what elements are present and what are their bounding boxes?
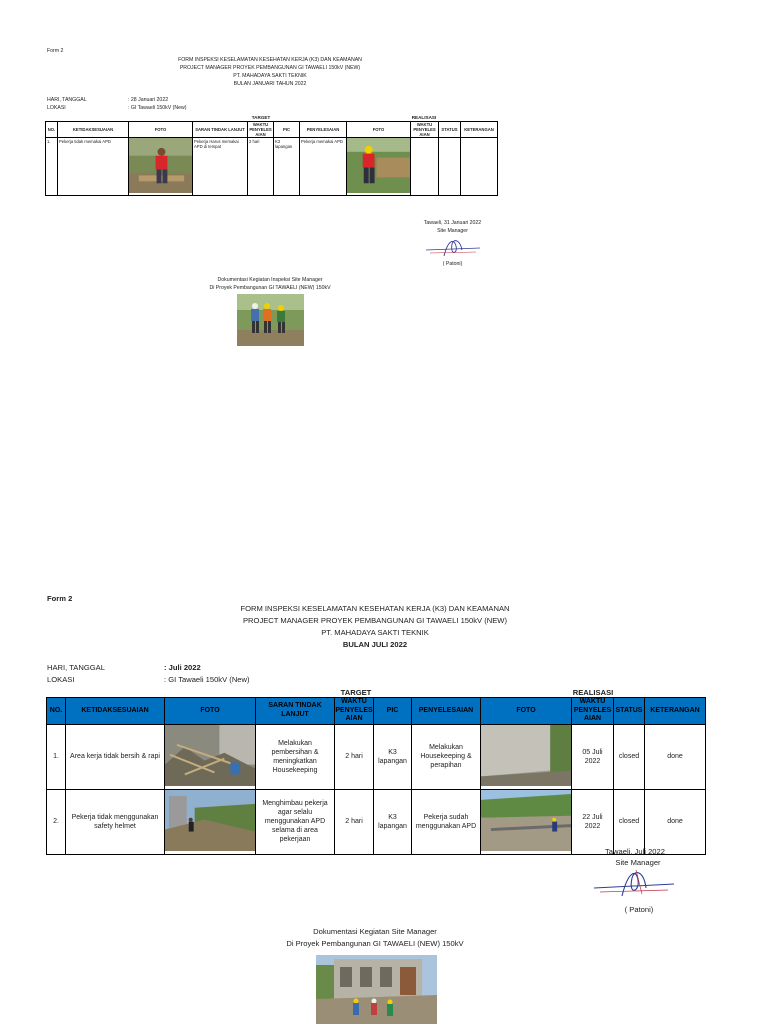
col-keterangan: KETERANGAN (645, 698, 706, 725)
photo-after (481, 724, 572, 789)
hari-value: : 28 Januari 2022 (128, 97, 169, 103)
table-row (46, 138, 498, 196)
title-line-1: FORM INSPEKSI KESELAMATAN KESEHATAN KERJA (K3) DAN KEAMANAN (240, 604, 510, 613)
clean-wall-photo-image (481, 725, 571, 786)
cell-saran: Pekerja Harus memakai APD di tempat (193, 138, 248, 196)
workers-apd-photo-image (481, 790, 571, 851)
form-label: Form 2 (47, 594, 73, 603)
col-keterangan: KETERANGAN (461, 122, 498, 138)
col-foto: FOTO (165, 698, 256, 725)
title-line-3: PT. MAHADAYA SAKTI TEKNIK (321, 628, 429, 637)
cell-keterangan: done (645, 724, 706, 789)
cell-waktu: 2 hari (335, 789, 374, 854)
cell-realisasi (411, 138, 439, 196)
col-waktu: WAKTU PENYELES AIAN (249, 122, 272, 137)
table-row (47, 789, 706, 854)
documentation-photo-2 (316, 955, 437, 1024)
col-waktu-realisasi: WAKTU PENYELES AIAN (572, 698, 614, 725)
col-no: NO. (46, 122, 58, 138)
sign-name: ( Patoni) (442, 261, 463, 267)
sign-name: ( Patoni) (624, 905, 654, 914)
col-ketidaksesuaian: KETIDAKSESUAIAN (66, 698, 165, 725)
target-label: TARGET (340, 688, 372, 697)
cell-no: 1. (46, 138, 58, 196)
photo-before (129, 138, 193, 196)
documentation-photo-1 (237, 294, 304, 346)
cell-pic: K3 lapangan (274, 138, 300, 196)
col-no: NO. (47, 698, 66, 725)
col-ketidaksesuaian: KETIDAKSESUAIAN (58, 122, 129, 138)
hari-label: HARI, TANGGAL (47, 97, 87, 103)
lokasi-label: LOKASI (47, 105, 66, 111)
col-foto-after: FOTO (347, 122, 411, 138)
cell-saran: Menghimbau pekerja agar selalu menggunakan APD selama di area pekerjaan (256, 789, 335, 854)
lokasi-label: LOKASI (47, 675, 75, 684)
cell-status: closed (614, 724, 645, 789)
lokasi-value: : GI Tawaeli 150kV (New) (128, 105, 187, 111)
lokasi-value: : GI Tawaeli 150kV (New) (164, 675, 250, 684)
excavation-photo-image (165, 790, 255, 851)
worker-apd-photo-image (347, 138, 410, 193)
signature-image (592, 866, 676, 902)
hari-label: HARI, TANGGAL (47, 663, 105, 672)
cell-realisasi: 22 Juli 2022 (572, 789, 614, 854)
title-line-2: PROJECT MANAGER PROYEK PEMBANGUNAN GI TAWAELI 150kV (NEW) (242, 616, 507, 625)
cell-saran: Melakukan pembersihan & meningkatkan Housekeeping (256, 724, 335, 789)
hari-value: : Juli 2022 (164, 663, 201, 672)
title-line-4: BULAN JANUARI TAHUN 2022 (233, 81, 307, 87)
col-foto-after: FOTO (481, 698, 572, 725)
cell-no: 1. (47, 724, 66, 789)
cell-pic: K3 lapangan (374, 724, 412, 789)
cell-issue: Area kerja tidak bersih & rapi (66, 724, 165, 789)
col-pic: PIC (274, 122, 300, 138)
photo-after (347, 138, 411, 196)
target-label: TARGET (251, 115, 271, 120)
cell-realisasi: 05 Juli 2022 (572, 724, 614, 789)
realisasi-label: REALISASI (411, 115, 437, 120)
cell-status (439, 138, 461, 196)
col-saran: SARAN TINDAK LANJUT (256, 698, 335, 725)
photo-after (481, 789, 572, 854)
col-saran: SARAN TINDAK LANJUT (193, 122, 248, 138)
sign-role: Site Manager (437, 228, 468, 234)
cell-penyelesaian: Pekerja memakai APD (300, 138, 347, 196)
title-line-4: BULAN JULI 2022 (342, 640, 408, 649)
cell-penyelesaian: Pekerja sudah menggunakan APD (412, 789, 481, 854)
cell-keterangan (461, 138, 498, 196)
col-pic: PIC (374, 698, 412, 725)
inspection-table-1 (45, 121, 498, 196)
photo-before (165, 724, 256, 789)
sign-role: Site Manager (615, 858, 661, 867)
inspection-table-2 (46, 697, 706, 855)
cell-status: closed (614, 789, 645, 854)
col-waktu: WAKTU PENYELES AIAN (335, 698, 373, 722)
doc-line-1: Dokumentasi Kegiatan Site Manager (313, 927, 437, 936)
col-penyelesaian: PENYELESAIAN (300, 122, 347, 138)
cell-no: 2. (47, 789, 66, 854)
worker-photo-image (129, 138, 192, 193)
cell-keterangan: done (645, 789, 706, 854)
cell-waktu: 2 hari (335, 724, 374, 789)
title-line-1: FORM INSPEKSI KESELAMATAN KESEHATAN KERJA (K3) DAN KEAMANAN (178, 57, 362, 63)
debris-photo-image (165, 725, 255, 786)
cell-issue: Pekerja tidak menggunakan safety helmet (66, 789, 165, 854)
sign-place: Tawaeli, 31 Januari 2022 (423, 220, 482, 226)
signature-image (424, 236, 482, 260)
cell-issue: Pekerja tidak memakai APD (58, 138, 129, 196)
col-foto: FOTO (129, 122, 193, 138)
title-line-3: PT. MAHADAYA SAKTI TEKNIK (233, 73, 307, 79)
col-status: STATUS (614, 698, 645, 725)
title-line-2: PROJECT MANAGER PROYEK PEMBANGUNAN GI TAWAELI 150kV (NEW) (179, 65, 361, 71)
table-row (47, 724, 706, 789)
col-status: STATUS (439, 122, 461, 138)
cell-waktu: 2 hari (248, 138, 274, 196)
form-label: Form 2 (47, 48, 64, 54)
doc-line-2: Di Proyek Pembangunan GI TAWAELI (NEW) 150kV (209, 285, 331, 291)
cell-penyelesaian: Melakukan Housekeeping & perapihan (412, 724, 481, 789)
col-penyelesaian: PENYELESAIAN (412, 698, 481, 725)
sign-place: Tawaeli, Juli 2022 (605, 847, 665, 856)
doc-line-1: Dokumentasi Kegiatan Inspeksi Site Manager (217, 277, 323, 283)
col-waktu-realisasi: WAKTU PENYELES AIAN (411, 122, 439, 138)
cell-pic: K3 lapangan (374, 789, 412, 854)
realisasi-label: REALISASI (572, 688, 614, 697)
doc-line-2: Di Proyek Pembangunan GI TAWAELI (NEW) 150kV (286, 939, 464, 948)
photo-before (165, 789, 256, 854)
